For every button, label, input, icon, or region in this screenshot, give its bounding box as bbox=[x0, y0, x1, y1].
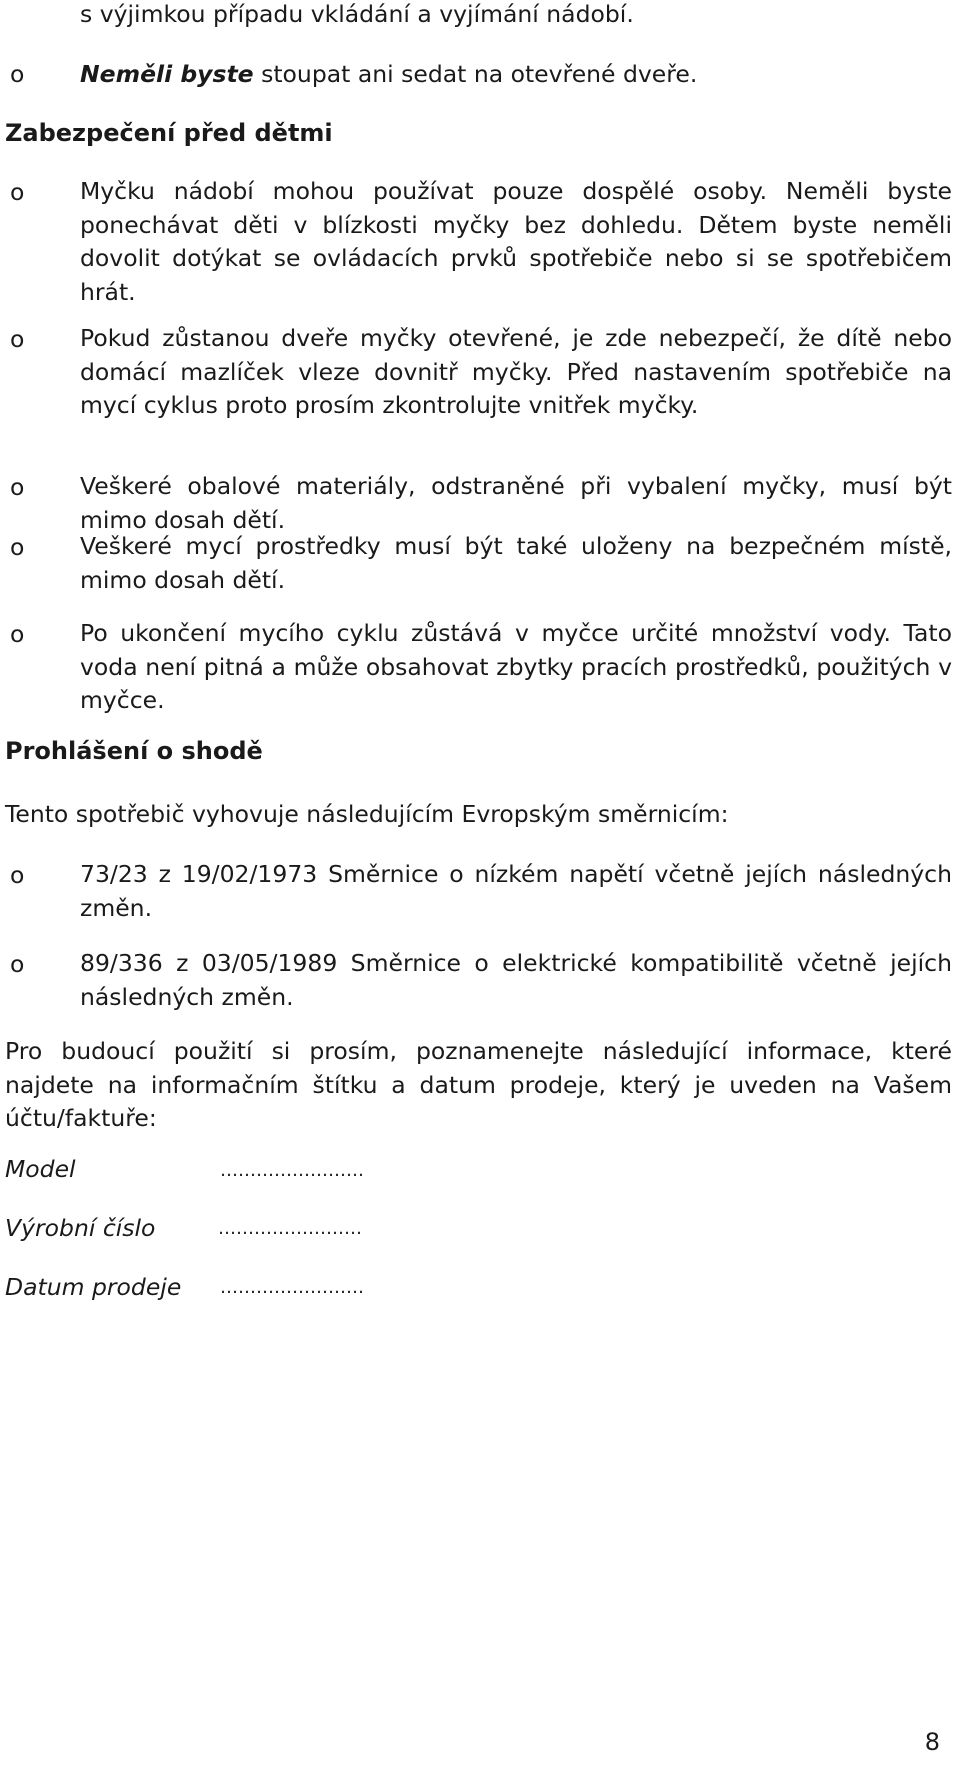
conformity-heading: Prohlášení o shodě bbox=[5, 737, 263, 765]
children-item-5: Po ukončení mycího cyklu zůstává v myčce určité množství vody. Tato voda není pitná a může obsahovat zbytky pracích prostředků, použitých v myčce. bbox=[80, 619, 952, 714]
intro-line: s výjimkou případu vkládání a vyjímání nádobí. bbox=[80, 0, 634, 28]
stand-warning bbox=[80, 57, 697, 91]
serial-value: …………………… bbox=[218, 1218, 362, 1239]
model-label: Model bbox=[5, 1155, 76, 1183]
serial-label: Výrobní číslo bbox=[5, 1214, 156, 1242]
children-item-3: Veškeré obalové materiály, odstraněné při vybalení myčky, musí být mimo dosah dětí. bbox=[80, 472, 952, 534]
children-item-2: Pokud zůstanou dveře myčky otevřené, je zde nebezpečí, že dítě nebo domácí mazlíček vleze dovnitř myčky. Před nastavením spotřebiče na mycí cyklus proto prosím zkontrolujte vnitřek myčky. bbox=[80, 324, 952, 419]
children-item-4: Veškeré mycí prostředky musí být také uloženy na bezpečném místě, mimo dosah dětí. bbox=[80, 532, 952, 594]
bullet-marker: o bbox=[10, 533, 25, 561]
children-item-1: Myčku nádobí mohou používat pouze dospělé osoby. Neměli byste ponechávat děti v blízkosti myčky bez dohledu. Dětem byste neměli dovolit dotýkat se ovládacích prvků spotřebiče nebo si se spotřebičem hrát. bbox=[80, 177, 952, 306]
bullet-marker: o bbox=[10, 60, 25, 88]
directive-item-1: 73/23 z 19/02/1973 Směrnice o nízkém napětí včetně jejích následných změn. bbox=[80, 860, 952, 922]
children-heading: Zabezpečení před dětmi bbox=[5, 119, 333, 147]
bullet-marker: o bbox=[10, 178, 25, 206]
bullet-marker: o bbox=[10, 861, 25, 889]
conformity-intro: Tento spotřebič vyhovuje následujícím Evropským směrnicím: bbox=[5, 800, 729, 828]
page-number: 8 bbox=[924, 1728, 940, 1756]
model-value: …………………… bbox=[220, 1160, 364, 1181]
bullet-marker: o bbox=[10, 473, 25, 501]
bullet-marker: o bbox=[10, 325, 25, 353]
bullet-marker: o bbox=[10, 950, 25, 978]
note-paragraph: Pro budoucí použití si prosím, poznamenejte následující informace, které najdete na informačním štítku a datum prodeje, který je uveden na Vašem účtu/faktuře: bbox=[5, 1037, 952, 1132]
stand-warning-bold: Neměli byste bbox=[80, 60, 254, 88]
bullet-marker: o bbox=[10, 620, 25, 648]
date-label: Datum prodeje bbox=[5, 1273, 182, 1301]
date-value: …………………… bbox=[220, 1277, 364, 1298]
stand-warning-text: stoupat ani sedat na otevřené dveře. bbox=[253, 60, 698, 88]
directive-item-2: 89/336 z 03/05/1989 Směrnice o elektrické kompatibilitě včetně jejích následných změn. bbox=[80, 949, 952, 1011]
